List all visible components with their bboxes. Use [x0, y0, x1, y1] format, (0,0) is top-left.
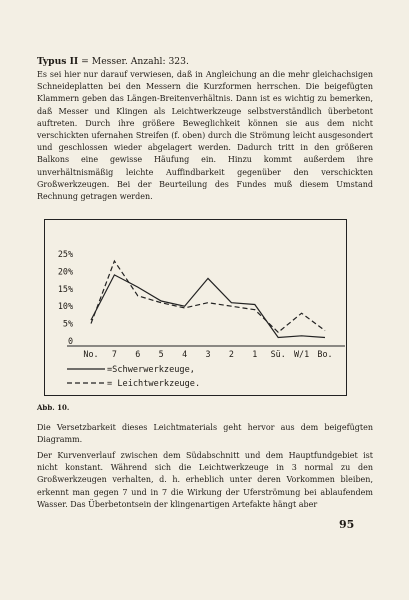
- line-chart: [45, 220, 348, 397]
- legend-label: = Leichtwerkzeuge.: [107, 379, 201, 389]
- y-tick-label: 5%: [62, 318, 73, 329]
- type-description: = Messer. Anzahl: 323.: [78, 56, 189, 67]
- diagram-figure: [44, 219, 347, 396]
- y-axis-ticks: [58, 249, 73, 346]
- x-tick-label: 5: [158, 349, 164, 359]
- paragraph-2: Die Versetzbarkeit dieses Leichtmaterials geht hervor aus dem beigefügten Diagramm.: [37, 423, 373, 445]
- y-tick-label: 0: [67, 336, 73, 346]
- x-axis-ticks: [83, 349, 332, 359]
- section-heading: [37, 56, 377, 68]
- y-tick-label: 15%: [57, 283, 73, 294]
- paragraph-1: Es sei hier nur darauf verwiesen, daß in Angleichung an die mehr gleichachsigen Schneideplatten bei den Messern die Kurzformen herrschen. Die beigefügten Klammern geben das Längen-Breitenverhältnis. Dann ist es wichtig zu bemerken, daß Messer und Klingen als Leichtwerkzeuge selbstverständlich überbetont auftreten. Durch ihre größere Beweglichkeit können sie aus dem nicht verschickten ufernahen Streifen (f. oben) durch die Strömung leicht ausgesondert und geschlossen wieder abgelagert werden. Dadurch tritt in den größeren Balkons eine gewisse Häufung ein. Hinzu kommt außerdem ihre unverhältnismäßig leichte Auffindbarkeit gegenüber den verschickten Großwerkzeugen. Bei der Beurteilung des Fundes muß diesem Umstand Rechnung getragen werden.: [37, 70, 373, 202]
- legend-label: =Schwerwerkzeuge,: [107, 365, 195, 375]
- x-tick-label: 1: [252, 349, 258, 359]
- x-tick-label: No.: [83, 349, 99, 359]
- page-number: 95: [339, 518, 355, 531]
- y-tick-label: 10%: [57, 301, 73, 312]
- series-line-schwer: [91, 275, 325, 338]
- x-tick-label: 6: [135, 349, 141, 359]
- x-tick-label: Sü.: [270, 349, 286, 359]
- type-label: Typus II: [37, 56, 79, 67]
- x-tick-label: 7: [111, 349, 117, 359]
- plot-area: [91, 261, 325, 338]
- x-tick-label: 3: [205, 349, 211, 359]
- legend: [67, 365, 200, 389]
- series-line-leicht: [91, 261, 325, 332]
- paragraph-3: Der Kurvenverlauf zwischen dem Südabschnitt und dem Hauptfundgebiet ist nicht konstant. Während sich die Leichtwerkzeuge in 3 normal zu den Großwerkzeugen verhalten, d. h. erheblich unter deren Vorkommen bleiben, erkennt man gegen 7 und in 7 die Wirkung der Uferströmung bei ablaufendem Wasser. Das Überbetontsein der klingenartigen Artefakte hängt aber: [37, 451, 373, 509]
- figure-caption: Abb. 10.: [37, 403, 70, 412]
- x-tick-label: 4: [182, 349, 188, 359]
- x-tick-label: Bo.: [317, 349, 333, 359]
- y-tick-label: 25%: [57, 249, 73, 259]
- x-tick-label: W/1: [294, 349, 310, 359]
- x-tick-label: 2: [228, 349, 234, 359]
- y-tick-label: 20%: [57, 266, 73, 277]
